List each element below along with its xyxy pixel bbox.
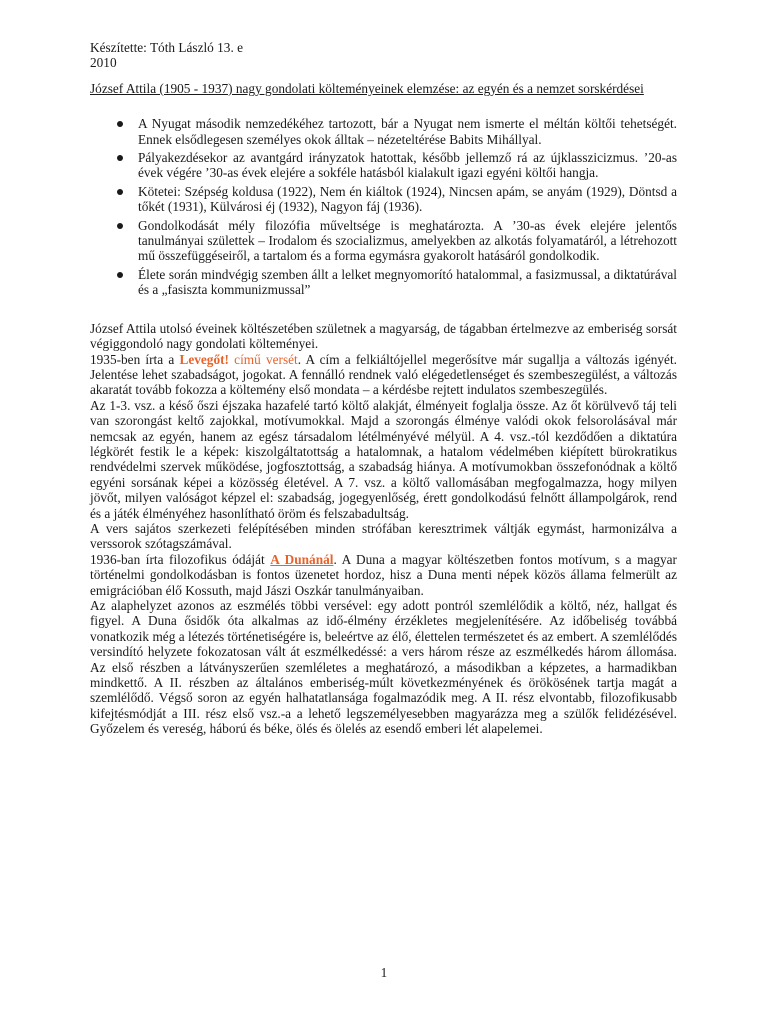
body-text — [90, 321, 677, 737]
poem-title-levegot: Levegőt! — [179, 351, 229, 367]
bullet-icon — [117, 272, 123, 278]
bullet-icon — [117, 189, 123, 195]
list-item: Gondolkodását mély filozófia műveltsége is meghatározta. A ’30-as évek elejére jelentős tanulmányai születtek – Irodalom és szocializmus, amelyekben az alkotás folyamatáról, a létrehozott mű összefüggéseiről, a tartalom és a forma egymásra gyakorolt hatásáról gondolkodik. — [90, 218, 677, 264]
page-number: 1 — [380, 965, 388, 980]
list-item: A Nyugat második nemzedékéhez tartozott, bár a Nyugat nem ismerte el méltán költői tehetségét. Ennek elsődlegesen személyes okok álltak – nézeteltérése Babits Mihállyal. — [90, 116, 677, 147]
paragraph-analysis: Az alaphelyzet azonos az eszmélés többi versével: egy adott pontról szemlélődik a költő, néz, hallgat és figyel. A Duna ősidők óta alkalmas az idő-élmény érzékletes megjelenítésére. Az időbeliség továbbá vonatkozik még a létezés történetiségére is, beleértve az élő, élettelen természetet és az embert. A szemlélődés versindító helyzete fokozatosan vált át eszmélkedéssé: a vers három része az eszmélkedés három állomása. Az első részben a látványszerűen szemléletes a meghatározó, a másodikban a képzetes, a harmadikban mindkettő. A II. részben az általános emberiség-múlt következményének és örökösének tartja magát a szemlélődő. Végső soron az egyén halhatatlansága fogalmazódik meg. A II. rész elvontabb, filozofikusabb kifejtésmódját a III. rész első vsz.-a a lehető legszemélyesebben magyarázza meg a szülők felidézésével. Győzelem és vereség, háború és béke, ölés és ölelés az esendő emberi lét alapelemei. — [90, 598, 677, 737]
document-title: József Attila (1905 - 1937) nagy gondolati költeményeinek elemzése: az egyén és a nemzet sorskérdései — [90, 80, 644, 96]
paragraph-structure: A vers sajátos szerkezeti felépítésében minden strófában keresztrimek váltják egymást, harmonizálva a verssorok szótagszámával. — [90, 520, 677, 552]
year-line: 2010 — [90, 55, 117, 71]
paragraph-intro: József Attila utolsó éveinek költészetében születnek a magyarság, de tágabban értelmezve az emberiség sorsát végiggondoló nagy gondolati költeményei. — [90, 320, 677, 352]
bullet-icon — [117, 121, 123, 127]
bullet-list — [90, 116, 677, 297]
bullet-icon — [117, 155, 123, 161]
list-item: Kötetei: Szépség koldusa (1922), Nem én kiáltok (1924), Nincsen apám, se anyám (1929), Döntsd a tőkét (1931), Külvárosi éj (1932), Nagyon fáj (1936). — [90, 184, 677, 215]
author-line: Készítette: Tóth László 13. e — [90, 40, 243, 55]
poem-title-dunanal[interactable]: A Dunánál — [270, 551, 334, 567]
poem-title-suffix: című versét — [228, 351, 298, 367]
list-item: Pályakezdésekor az avantgárd irányzatok hatottak, később jellemző rá az újklasszicizmus. ’20-as évek végére ’30-as évek elejére a sokféle hatásból kialakult igazi egyéni költői hangja. — [90, 150, 677, 181]
paragraph-levegot: 1935-ben írta a Levegőt! című versét. A cím a felkiáltójellel megerősítve már sugallja a változás igényét. Jelentése lehet szabadságot, jogokat. A fennálló rendnek való elégedetlenséget és szembeszegülést, a változás akaratát tovább fokozza a költemény első mondata – a kérdésbe rejtett indulatos szembeszegülés. — [90, 351, 677, 398]
paragraph-dunanal: 1936-ban írta filozofikus ódáját A Dunánál. A Duna a magyar költészetben fontos motívum, s a magyar történelmi gondolkodásban is fontos üzenetet hordoz, hisz a Duna menti népek közös állama felmerült az emigrációban élő Kossuth, majd Jászi Oszkár tanulmányaiban. — [90, 551, 677, 598]
document-page — [90, 40, 677, 737]
paragraph-stanzas: Az 1-3. vsz. a késő őszi éjszaka hazafelé tartó költő alakját, élményeit foglalja össze. Az őt körülvevő táj teli van szorongást keltő zajokkal, motívumokkal. Majd a szorongás élménye valódi okok felsorolásával már nemcsak az egyén, hanem az egész társadalom létélményévé mélyül. A 4. vsz.-tól kezdődően a diktatúra légkörét festik le a képek: kiszolgáltatottság a hatalomnak, a hatalom védelmében kiépített bürokratikus rendvédelmi szervek működése, jogfosztottság, a szabadság hiánya. A motívumokban összefonódnak a költő egyéni sorsának képei a közösség életével. A 7. vsz. a költő vallomásában megfogalmazza, hogy milyen jövőt, milyen valóságot képzel el: szabadság, jogegyenlőség, érett gondolkodású felnőtt állampolgárok, rend és a játék élményéhez hasonlítható öröm és felszabadultság. — [90, 397, 677, 521]
bullet-icon — [117, 223, 123, 229]
list-item: Élete során mindvégig szemben állt a lelket megnyomorító hatalommal, a fasizmussal, a diktatúrával és a „fasiszta kommunizmussal” — [90, 267, 677, 298]
